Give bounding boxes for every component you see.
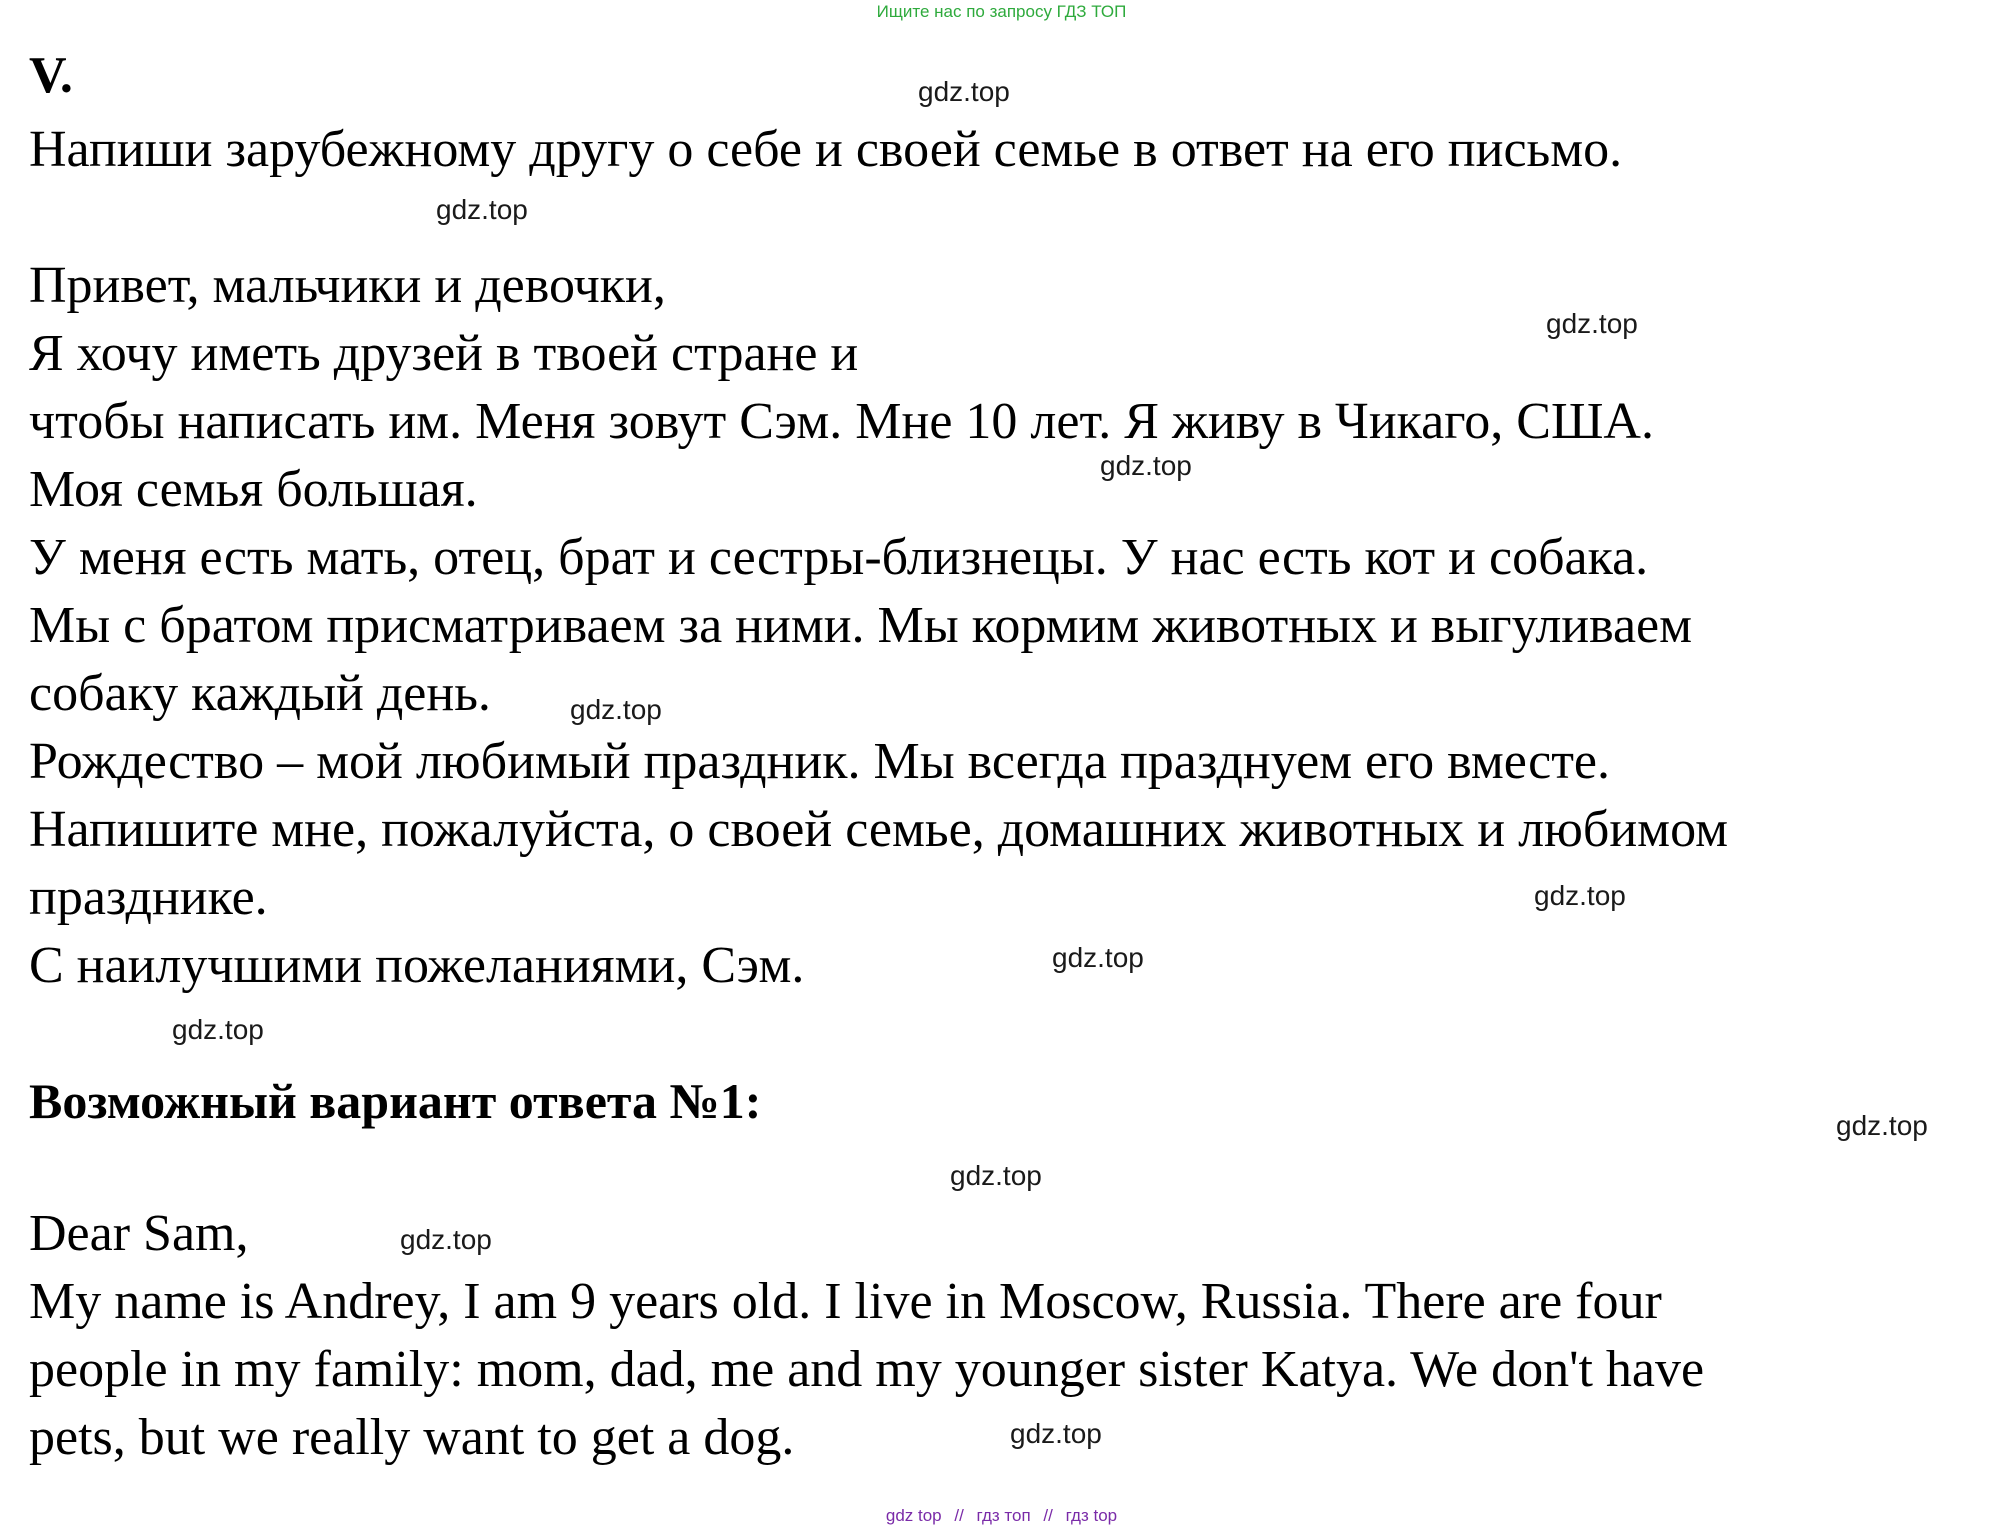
answer-line: Dear Sam, xyxy=(29,1205,249,1262)
letter-line: празднике. xyxy=(29,869,268,926)
letter-line: Рождество – мой любимый праздник. Мы всегда празднуем его вместе. xyxy=(29,733,1610,790)
watermark: gdz.top xyxy=(918,76,1010,107)
footer-link[interactable]: gdz top xyxy=(885,1506,942,1525)
watermark: gdz.top xyxy=(400,1224,492,1255)
answer-line: people in my family: mom, dad, me and my younger sister Katya. We don't have xyxy=(29,1341,1705,1398)
footer-separator: // xyxy=(1043,1506,1053,1525)
letter-line: чтобы написать им. Меня зовут Сэм. Мне 10 лет. Я живу в Чикаго, США. xyxy=(29,393,1654,450)
watermark: gdz.top xyxy=(436,194,528,225)
letter-line: Я хочу иметь друзей в твоей стране и xyxy=(29,325,859,382)
watermark: gdz.top xyxy=(1836,1110,1928,1141)
task-text: Напиши зарубежному другу о себе и своей семье в ответ на его письмо. xyxy=(29,121,1623,178)
footer-links xyxy=(0,1506,2003,1526)
footer-link[interactable]: гдз топ xyxy=(976,1506,1031,1525)
footer-separator: // xyxy=(954,1506,964,1525)
letter-line: Напишите мне, пожалуйста, о своей семье, домашних животных и любимом xyxy=(29,801,1728,858)
answer-line: pets, but we really want to get a dog. xyxy=(29,1409,795,1466)
answer-line: My name is Andrey, I am 9 years old. I live in Moscow, Russia. There are four xyxy=(29,1273,1662,1330)
watermark: gdz.top xyxy=(570,694,662,725)
watermark: gdz.top xyxy=(172,1014,264,1045)
letter-line: Мы с братом присматриваем за ними. Мы кормим животных и выгуливаем xyxy=(29,597,1693,654)
watermark: gdz.top xyxy=(1546,308,1638,339)
letter-line: Моя семья большая. xyxy=(29,461,478,518)
answer-heading: Возможный вариант ответа №1: xyxy=(29,1073,762,1129)
footer-link[interactable]: гдз top xyxy=(1065,1506,1118,1525)
watermark: gdz.top xyxy=(1100,450,1192,481)
letter-line: собаку каждый день. xyxy=(29,665,491,722)
section-number: V. xyxy=(29,47,73,104)
watermark: gdz.top xyxy=(1534,880,1626,911)
letter-line: У меня есть мать, отец, брат и сестры-близнецы. У нас есть кот и собака. xyxy=(29,529,1649,586)
letter-line: С наилучшими пожеланиями, Сэм. xyxy=(29,937,805,994)
letter-line: Привет, мальчики и девочки, xyxy=(29,257,666,314)
top-banner-link[interactable]: Ищите нас по запросу ГДЗ ТОП xyxy=(876,2,1127,21)
watermark: gdz.top xyxy=(1052,942,1144,973)
watermark: gdz.top xyxy=(950,1160,1042,1191)
watermark: gdz.top xyxy=(1010,1418,1102,1449)
